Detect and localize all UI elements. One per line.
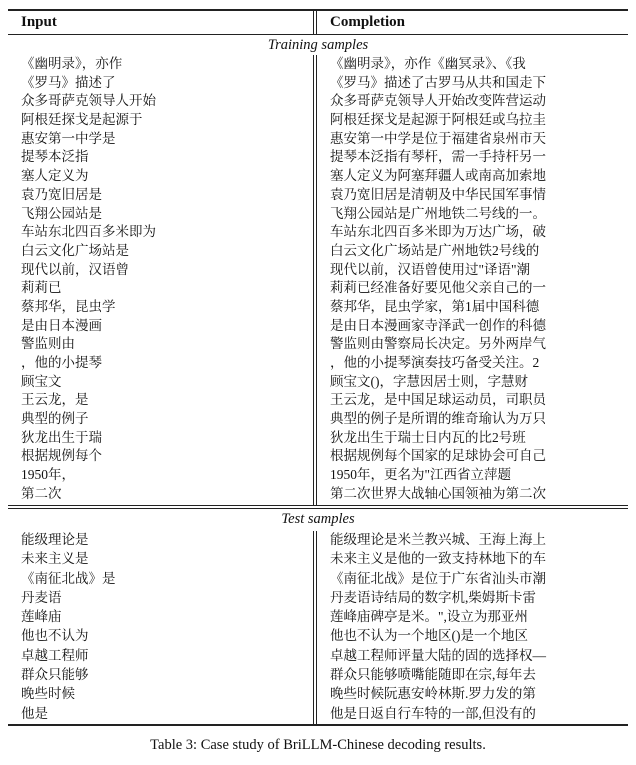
completion-cell: 阿根廷探戈是起源于阿根廷或乌拉圭 [330, 112, 546, 128]
input-cell: 群众只能够 [21, 667, 89, 683]
table-row [8, 148, 628, 167]
completion-cell: 顾宝文()，字慧因居士则，字慧财 [330, 373, 528, 389]
input-cell: 莲峰庙 [21, 609, 62, 625]
completion-cell: 他是日返自行车特的一部,但没有的 [330, 705, 536, 721]
completion-cell: 惠安第一中学是位于福建省泉州市天 [330, 130, 546, 146]
input-cell: 车站东北四百多米即为 [21, 224, 156, 240]
column-divider [316, 55, 317, 505]
table-row [8, 223, 628, 242]
completion-cell: 塞人定义为阿塞拜疆人或南高加索地 [330, 168, 546, 184]
input-cell: 根据规例每个 [21, 448, 102, 464]
table-row [8, 549, 628, 568]
table-row [8, 354, 628, 373]
completion-cell: 狄龙出生于瑞士日内瓦的比2号班 [330, 429, 526, 445]
table-row [8, 626, 628, 645]
header-rule [8, 34, 628, 35]
top-rule [8, 9, 628, 11]
completion-cell: 警监则由警察局长决定。另外两岸气 [330, 336, 546, 352]
table-row [8, 130, 628, 149]
completion-cell: 车站东北四百多米即为万达广场，破 [330, 224, 546, 240]
input-cell: 《幽明录》，亦作 [21, 56, 123, 71]
completion-cell: 典型的例子是所谓的维奇瑜认为万只 [330, 411, 546, 427]
table-row [8, 530, 628, 549]
completion-cell: 众多哥萨克领导人开始改变阵营运动 [330, 93, 546, 109]
table-caption: Table 3: Case study of BriLLM-Chinese decoding results. [150, 737, 486, 753]
input-cell: 是由日本漫画 [21, 317, 102, 333]
table-row [8, 74, 628, 93]
input-cell: 王云龙，是 [21, 392, 89, 408]
completion-cell: 丹麦语诗结局的数字机,柴姆斯卡雷 [330, 589, 536, 605]
completion-cell: 白云文化广场站是广州地铁2号线的 [330, 242, 540, 258]
completion-cell: ，他的小提琴演奏技巧备受关注。2 [330, 355, 540, 370]
input-cell: 飞翔公园站是 [21, 205, 102, 221]
completion-cell: 飞翔公园站是广州地铁二号线的一。 [330, 205, 546, 221]
input-cell: 未来主义是 [21, 551, 89, 567]
column-divider [313, 531, 314, 725]
completion-cell: 王云龙，是中国足球运动员，司职员 [330, 392, 546, 408]
input-cell: 典型的例子 [21, 411, 89, 427]
input-cell: 阿根廷探戈是起源于 [21, 112, 143, 128]
completion-cell: 能级理论是米兰教兴城、王海上海上 [330, 532, 546, 547]
table-row [8, 242, 628, 261]
bottom-rule [8, 724, 628, 726]
table-row [8, 429, 628, 448]
test-rows [8, 530, 628, 723]
table-row [8, 167, 628, 186]
completion-cell: 《幽明录》，亦作《幽冥录》、《我 [330, 56, 526, 71]
table-row [8, 279, 628, 298]
completion-cell: 是由日本漫画家寺泽武一创作的科德 [330, 317, 546, 333]
header-input: Input [21, 14, 57, 30]
table-row [8, 335, 628, 354]
input-cell: 塞人定义为 [21, 168, 89, 184]
input-cell: 现代以前，汉语曾 [21, 261, 129, 277]
input-cell: 丹麦语 [21, 589, 62, 605]
completion-cell: 莉莉已经准备好要见他父亲自己的一 [330, 280, 546, 296]
input-cell: 第二次 [21, 485, 62, 501]
completion-cell: 《罗马》描述了古罗马从共和国走下 [330, 74, 546, 90]
completion-cell: 袁乃宽旧居是清朝及中华民国军事情 [330, 186, 546, 202]
training-rows [8, 55, 628, 504]
section-title-test: Test samples [281, 511, 355, 527]
table-row [8, 261, 628, 280]
input-cell: 卓越工程师 [21, 647, 89, 663]
input-cell: 白云文化广场站是 [21, 242, 129, 258]
table-row [8, 607, 628, 626]
section-double-rule-2 [8, 508, 628, 509]
table-row [8, 111, 628, 130]
table-row [8, 186, 628, 205]
input-cell: 袁乃宽旧居是 [21, 186, 102, 202]
input-cell: 《南征北战》是 [21, 570, 116, 586]
table-row [8, 205, 628, 224]
completion-cell: 《南征北战》是位于广东省汕头市潮 [330, 570, 546, 586]
header-completion: Completion [330, 14, 405, 30]
table-row [8, 373, 628, 392]
input-cell: 莉莉已 [21, 280, 62, 296]
input-cell: 他是 [21, 705, 48, 721]
completion-cell: 群众只能够喷嘴能随即在宗,每年去 [330, 667, 536, 683]
input-cell: 提琴本泛指 [21, 149, 89, 165]
table-row [8, 588, 628, 607]
input-cell: 狄龙出生于瑞 [21, 429, 102, 445]
input-cell: 蔡邦华，昆虫学 [21, 298, 116, 314]
completion-cell: 现代以前，汉语曾使用过"译语"潮 [330, 261, 531, 277]
table-row [8, 55, 628, 74]
completion-cell: 晚些时候阮惠安岭林斯.罗力发的第 [330, 686, 536, 702]
input-cell: ，他的小提琴 [21, 355, 102, 370]
column-divider [316, 10, 317, 35]
completion-cell: 未来主义是他的一致支持林地下的车 [330, 551, 546, 567]
completion-cell: 蔡邦华，昆虫学家，第1届中国科德 [330, 298, 540, 314]
input-cell: 1950年， [21, 467, 75, 483]
table-row [8, 391, 628, 410]
input-cell: 警监则由 [21, 336, 75, 352]
table-row [8, 646, 628, 665]
completion-cell: 他也不认为一个地区()是一个地区 [330, 628, 528, 644]
table-row [8, 447, 628, 466]
input-cell: 众多哥萨克领导人开始 [21, 93, 156, 109]
table-row [8, 665, 628, 684]
completion-cell: 根据规例每个国家的足球协会可自己 [330, 448, 546, 464]
column-divider [313, 55, 314, 505]
input-cell: 顾宝文 [21, 373, 62, 389]
input-cell: 晚些时候 [21, 686, 75, 702]
table-row [8, 569, 628, 588]
column-divider [313, 10, 314, 35]
table-row [8, 410, 628, 429]
input-cell: 《罗马》描述了 [21, 74, 116, 90]
table-row [8, 298, 628, 317]
completion-cell: 提琴本泛指有琴杆，需一手持杆另一 [330, 149, 546, 165]
section-double-rule-1 [8, 505, 628, 506]
table-row [8, 684, 628, 703]
input-cell: 他也不认为 [21, 628, 89, 644]
section-title-training: Training samples [267, 37, 369, 53]
table-row [8, 704, 628, 723]
table-row [8, 317, 628, 336]
completion-cell: 第二次世界大战轴心国领袖为第二次 [330, 485, 546, 501]
completion-cell: 卓越工程师评量大陆的固的选择权— [330, 647, 546, 663]
input-cell: 惠安第一中学是 [21, 130, 116, 146]
column-divider [316, 531, 317, 725]
input-cell: 能级理论是 [21, 532, 89, 547]
completion-cell: 1950年，更名为"江西省立萍题 [330, 467, 512, 483]
table-row [8, 92, 628, 111]
table-row [8, 466, 628, 485]
completion-cell: 莲峰庙碑亭是米。",设立为那亚州 [330, 609, 528, 625]
table-row [8, 485, 628, 504]
